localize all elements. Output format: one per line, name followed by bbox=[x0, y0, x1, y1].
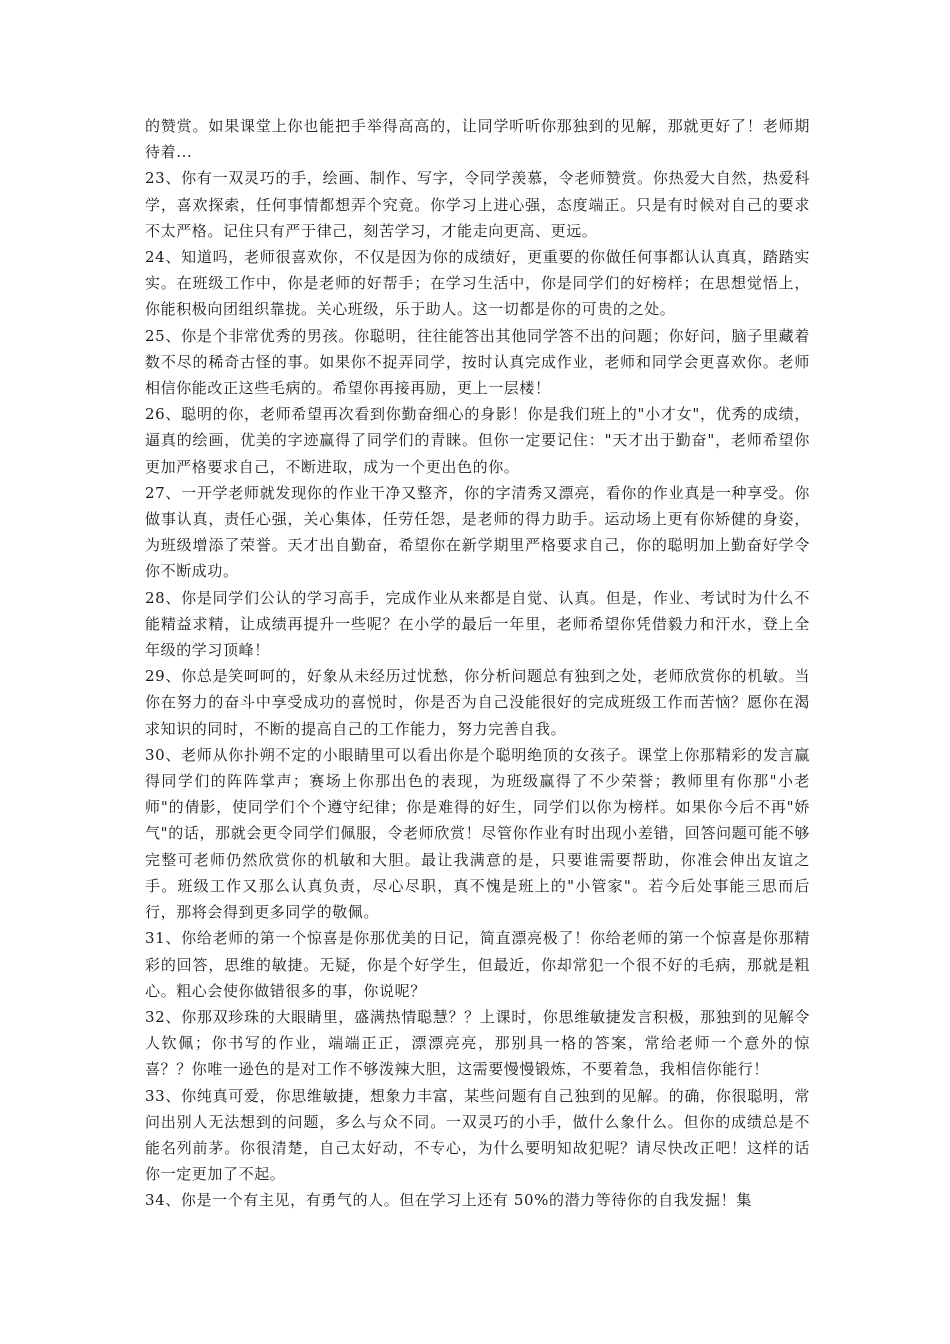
comment-29: 29、你总是笑呵呵的，好象从未经历过忧愁，你分析问题总有独到之处，老师欣赏你的机敏。当你在努力的奋斗中享受成功的喜悦时，你是否为自己没能很好的完成班级工作而苦恼？愿你在渴求知识的同时，不断的提高自己的工作能力，努力完善自我。 bbox=[145, 667, 810, 738]
paragraph-continuation: 的赞赏。如果课堂上你也能把手举得高高的，让同学听听你那独到的见解，那就更好了！老师期待着... bbox=[145, 117, 810, 162]
comment-33: 33、你纯真可爱，你思维敏捷，想象力丰富，某些问题有自己独到的见解。的确，你很聪明，常问出别人无法想到的问题，多么与众不同。一双灵巧的小手，做什么象什么。但你的成绩总是不能名列前茅。你很清楚，自己太好动，不专心，为什么要明知故犯呢？请尽快改正吧！这样的话你一定更加了不起。 bbox=[145, 1086, 810, 1184]
comment-23: 23、你有一双灵巧的手，绘画、制作、写字，令同学羡慕，令老师赞赏。你热爱大自然，热爱科学，喜欢探索，任何事情都想弄个究竟。你学习上进心强，态度端正。只是有时候对自己的要求不太严格。记住只有严于律己，刻苦学习，才能走向更高、更远。 bbox=[145, 169, 810, 240]
comment-24: 24、知道吗，老师很喜欢你，不仅是因为你的成绩好，更重要的你做任何事都认认真真，踏踏实实。在班级工作中，你是老师的好帮手；在学习生活中，你是同学们的好榜样；在思想觉悟上，你能积极向团组织靠拢。关心班级，乐于助人。这一切都是你的可贵的之处。 bbox=[145, 248, 810, 319]
comment-34: 34、你是一个有主见，有勇气的人。但在学习上还有 50%的潜力等待你的自我发掘！集 bbox=[145, 1191, 752, 1210]
comment-30: 30、老师从你扑朔不定的小眼睛里可以看出你是个聪明绝顶的女孩子。课堂上你那精彩的发言赢得同学们的阵阵掌声；赛场上你那出色的表现，为班级赢得了不少荣誉；教师里有你那"小老师"的倩影，使同学们个个遵守纪律；你是难得的好生，同学们以你为榜样。如果你今后不再"娇气"的话，那就会更令同学们佩服，令老师欣赏！尽管你作业有时出现小差错，回答问题可能不够完整可老师仍然欣赏你的机敏和大胆。最让我满意的是，只要谁需要帮助，你准会伸出友谊之手。班级工作又那么认真负责，尽心尽职，真不愧是班上的"小管家"。若今后处事能三思而后行，那将会得到更多同学的敬佩。 bbox=[145, 745, 810, 922]
comment-31: 31、你给老师的第一个惊喜是你那优美的日记，简直漂亮极了！你给老师的第一个惊喜是你那精彩的回答，思维的敏捷。无疑，你是个好学生，但最近，你却常犯一个很不好的毛病，那就是粗心。粗心会使你做错很多的事，你说呢？ bbox=[145, 929, 810, 1000]
document-page bbox=[145, 113, 810, 1214]
comment-32: 32、你那双珍珠的大眼睛里，盛满热情聪慧？？上课时，你思维敏捷发言积极，那独到的见解令人钦佩；你书写的作业，端端正正，漂漂亮亮，那别具一格的答案，常给老师一个意外的惊喜？？你唯一逊色的是对工作不够泼辣大胆，这需要慢慢锻炼，不要着急，我相信你能行！ bbox=[145, 1007, 810, 1079]
comment-28: 28、你是同学们公认的学习高手，完成作业从来都是自觉、认真。但是，作业、考试时为什么不能精益求精，让成绩再提升一些呢？在小学的最后一年里，老师希望你凭借毅力和汗水，登上全年级的学习顶峰！ bbox=[145, 588, 810, 660]
comment-26: 26、聪明的你，老师希望再次看到你勤奋细心的身影！你是我们班上的"小才女"，优秀的成绩，逼真的绘画，优美的字迹赢得了同学们的青睐。但你一定要记住："天才出于勤奋"，老师希望你更加严格要求自己，不断进取，成为一个更出色的你。 bbox=[145, 405, 810, 476]
comment-27: 27、一开学老师就发现你的作业干净又整齐，你的字清秀又漂亮，看你的作业真是一种享受。你做事认真，责任心强，关心集体，任劳任怨，是老师的得力助手。运动场上更有你矫健的身姿，为班级增添了荣誉。天才出自勤奋，希望你在新学期里严格要求自己，你的聪明加上勤奋好学令你不断成功。 bbox=[145, 483, 810, 581]
comment-25: 25、你是个非常优秀的男孩。你聪明，往往能答出其他同学答不出的问题；你好问，脑子里藏着数不尽的稀奇古怪的事。如果你不捉弄同学，按时认真完成作业，老师和同学会更喜欢你。老师相信你能改正这些毛病的。希望你再接再励，更上一层楼！ bbox=[145, 326, 810, 398]
